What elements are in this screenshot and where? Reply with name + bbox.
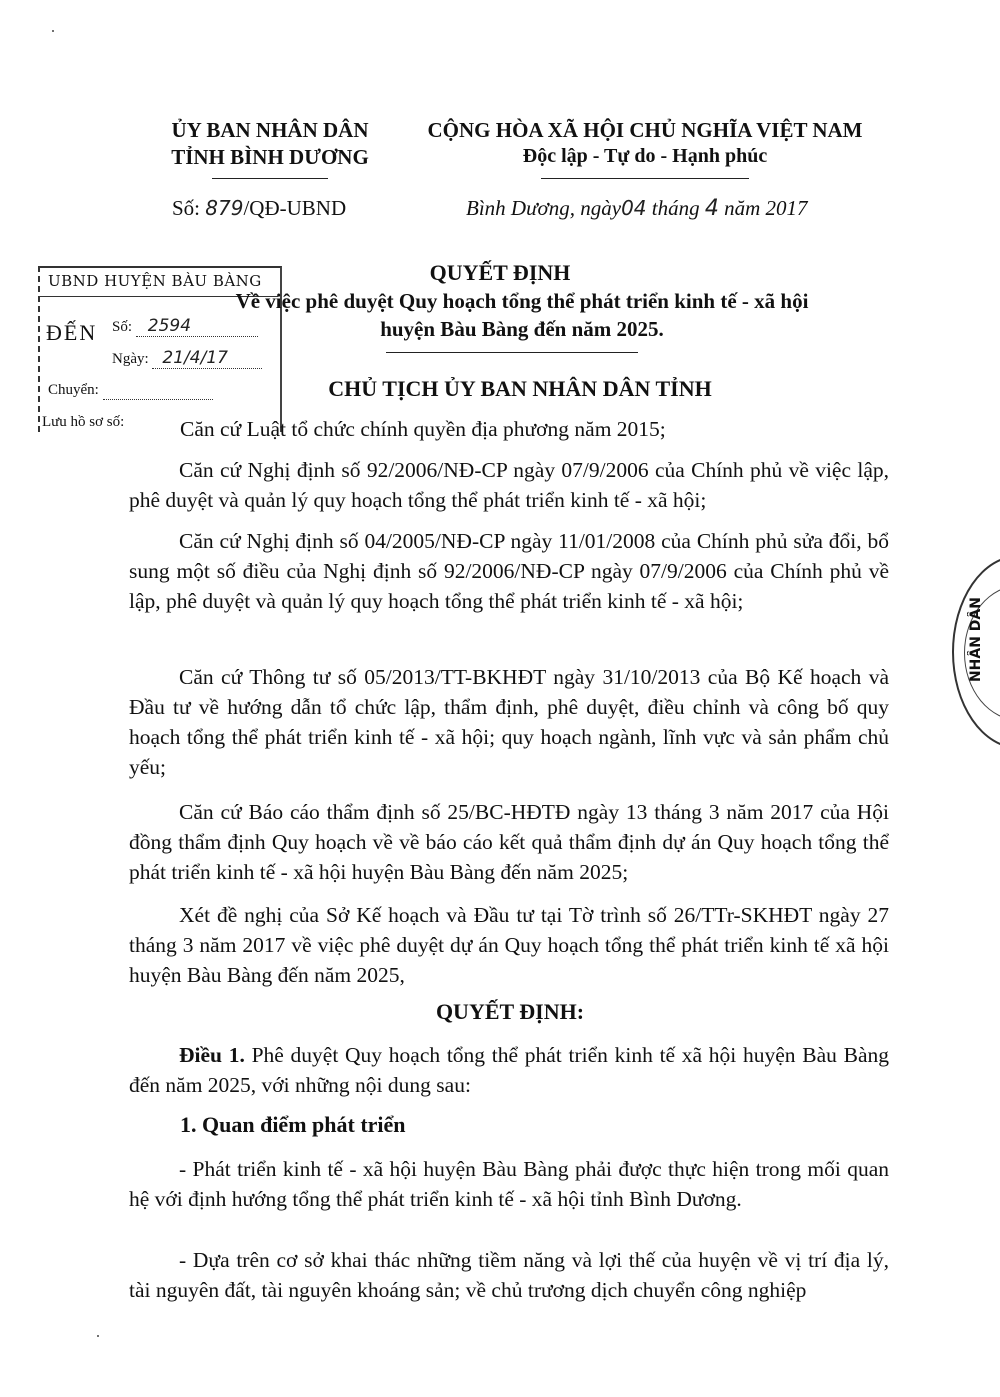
country-name: CỘNG HÒA XÃ HỘI CHỦ NGHĨA VIỆT NAM <box>427 118 863 142</box>
decision-heading: QUYẾT ĐỊNH: <box>435 999 585 1024</box>
province-name: TỈNH BÌNH DƯƠNG <box>171 145 369 169</box>
header-right-rule <box>541 178 749 179</box>
legal-basis-4: Căn cứ Thông tư số 05/2013/TT-BKHĐT ngày 31/10/2013 của Bộ Kế hoạch và Đầu tư về hướng dẫn tổ chức lập, thẩm định, phê duyệt, điều chỉnh và công bố quy hoạch tổng thể phát triển kinh tế - xã hội; quy hoạch ngành, lĩnh vực và sản phẩm chủ yếu; <box>129 665 889 779</box>
title-rule <box>386 352 638 353</box>
document-subject-line1: Về việc phê duyệt Quy hoạch tổng thể phát triển kinh tế - xã hội <box>235 289 809 313</box>
development-viewpoint-2: - Dựa trên cơ sở khai thác những tiềm năng và lợi thế của huyện về vị trí địa lý, tài nguyên đất, tài nguyên khoáng sản; về chủ trương dịch chuyển công nghiệp <box>129 1248 889 1302</box>
stamp-ngay-value: 21/4/17 <box>152 348 262 369</box>
issue-date: Bình Dương, ngày04 tháng 4 năm 2017 <box>466 196 808 221</box>
article-1-label: Điều 1. <box>179 1043 245 1067</box>
article-1 <box>129 1040 889 1100</box>
header-left-rule <box>212 178 328 179</box>
stamp-so-value: 2594 <box>136 316 258 337</box>
handwritten-month: 4 <box>704 196 719 221</box>
document-number: Số: 879/QĐ-UBND <box>172 196 347 220</box>
handwritten-day: 04 <box>621 196 647 220</box>
official-seal <box>952 555 1000 749</box>
section-1-heading: 1. Quan điểm phát triển <box>180 1112 406 1137</box>
document-type: QUYẾT ĐỊNH <box>429 260 571 285</box>
legal-basis-1: Căn cứ Luật tổ chức chính quyền địa phương năm 2015; <box>180 417 666 441</box>
seal-text: NHÂN DÂN <box>968 597 984 683</box>
national-motto: Độc lập - Tự do - Hạnh phúc <box>522 145 768 167</box>
proposal-basis: Xét đề nghị của Sở Kế hoạch và Đầu tư tại Tờ trình số 26/TTr-SKHĐT ngày 27 tháng 3 năm 2017 về việc phê duyệt dự án Quy hoạch tổng thể phát triển kinh tế xã hội huyện Bàu Bàng đến năm 2025, <box>129 903 889 987</box>
stamp-luu: Lưu hồ sơ số: <box>42 414 125 430</box>
development-viewpoint-1: - Phát triển kinh tế - xã hội huyện Bàu Bàng phải được thực hiện trong mối quan hệ với định hướng tổng thể phát triển kinh tế - xã hội tỉnh Bình Dương. <box>129 1157 889 1211</box>
legal-basis-2: Căn cứ Nghị định số 92/2006/NĐ-CP ngày 07/9/2006 của Chính phủ về việc lập, phê duyệt và quản lý quy hoạch tổng thể phát triển kinh tế - xã hội; <box>129 458 889 512</box>
stamp-org: UBND HUYỆN BÀU BÀNG <box>48 272 262 290</box>
document-subject-line2: huyện Bàu Bàng đến năm 2025. <box>380 317 664 341</box>
stamp-so: Số: 2594 <box>112 316 258 337</box>
issuing-authority: CHỦ TỊCH ỦY BAN NHÂN DÂN TỈNH <box>328 376 712 401</box>
scan-speck <box>52 30 54 32</box>
scan-speck <box>97 1335 99 1337</box>
legal-basis-5: Căn cứ Báo cáo thẩm định số 25/BC-HĐTĐ ngày 13 tháng 3 năm 2017 của Hội đồng thẩm định Quy hoạch về về báo cáo kết quả thẩm định dự án Quy hoạch tổng thể phát triển kinh tế - xã hội huyện Bàu Bàng đến năm 2025; <box>129 800 889 884</box>
stamp-chuyen: Chuyển: <box>48 382 213 400</box>
handwritten-number: 879 <box>205 196 244 220</box>
stamp-ngay: Ngày: 21/4/17 <box>112 348 262 369</box>
article-1-text: Phê duyệt Quy hoạch tổng thể phát triển kinh tế xã hội huyện Bàu Bàng đến năm 2025, với những nội dung sau: <box>129 1043 890 1097</box>
stamp-den: ĐẾN <box>46 320 98 345</box>
agency-name: ỦY BAN NHÂN DÂN <box>171 118 369 142</box>
legal-basis-3: Căn cứ Nghị định số 04/2005/NĐ-CP ngày 11/01/2008 của Chính phủ sửa đổi, bổ sung một số điều của Nghị định số 92/2006/NĐ-CP ngày 07/9/2006 của Chính phủ về lập, phê duyệt và quản lý quy hoạch tổng thể phát triển kinh tế - xã hội; <box>129 529 889 613</box>
